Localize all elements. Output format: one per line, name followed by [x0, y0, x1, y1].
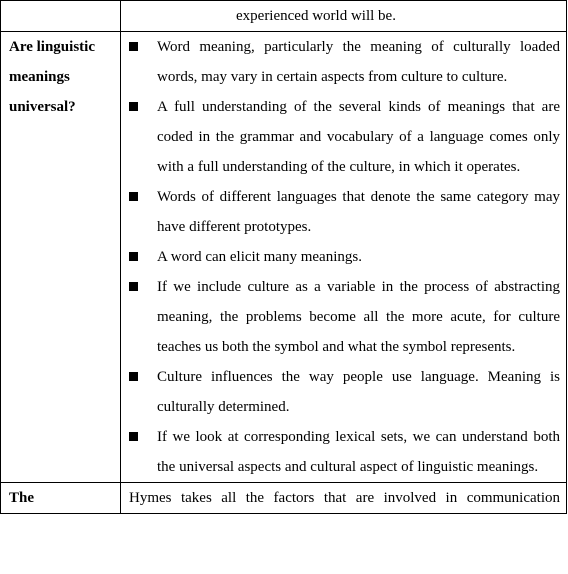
table-row-universal	[1, 32, 567, 483]
bullet-list	[121, 32, 566, 482]
square-bullet-icon	[129, 252, 138, 261]
square-bullet-icon	[129, 432, 138, 441]
term-cell-last: The	[1, 483, 121, 514]
bullet-text: Word meaning, particularly the meaning of culturally loaded words, may vary in certain aspects from culture to culture.	[157, 39, 560, 85]
list-item	[129, 242, 560, 272]
term-line-2: meanings	[9, 69, 70, 85]
bullet-text: A word can elicit many meanings.	[157, 249, 362, 265]
list-item	[129, 362, 560, 422]
list-item	[129, 92, 560, 182]
square-bullet-icon	[129, 102, 138, 111]
last-row-text: Hymes takes all the factors that are involved in communication	[129, 490, 560, 506]
content-cell-last	[121, 483, 567, 514]
bullet-text: Words of different languages that denote the same category may have different prototypes.	[157, 189, 560, 235]
bullet-text: If we include culture as a variable in the process of abstracting meaning, the problems become all the more acute, for culture teaches us both the symbol and what the symbol represents.	[157, 279, 560, 355]
bullet-text: A full understanding of the several kinds of meanings that are coded in the grammar and vocabulary of a language comes only with a full understanding of the culture, in which it operates.	[157, 99, 560, 175]
table-row-continuation	[1, 1, 567, 32]
bullet-text: Culture influences the way people use language. Meaning is culturally determined.	[157, 369, 560, 415]
square-bullet-icon	[129, 192, 138, 201]
square-bullet-icon	[129, 372, 138, 381]
continuation-text: experienced world will be.	[236, 8, 396, 24]
content-cell-universal	[121, 32, 567, 483]
list-item	[129, 182, 560, 242]
list-item	[129, 422, 560, 482]
term-line-3: universal?	[9, 99, 76, 115]
content-cell-continuation	[121, 1, 567, 32]
square-bullet-icon	[129, 42, 138, 51]
term-cell-universal	[1, 32, 121, 483]
bullet-text: If we look at corresponding lexical sets, we can understand both the universal aspects and cultural aspect of linguistic meanings.	[157, 429, 560, 475]
term-line-1: Are linguistic	[9, 39, 95, 55]
table-row-last	[1, 483, 567, 514]
list-item	[129, 32, 560, 92]
term-cell-empty	[1, 1, 121, 32]
square-bullet-icon	[129, 282, 138, 291]
list-item	[129, 272, 560, 362]
